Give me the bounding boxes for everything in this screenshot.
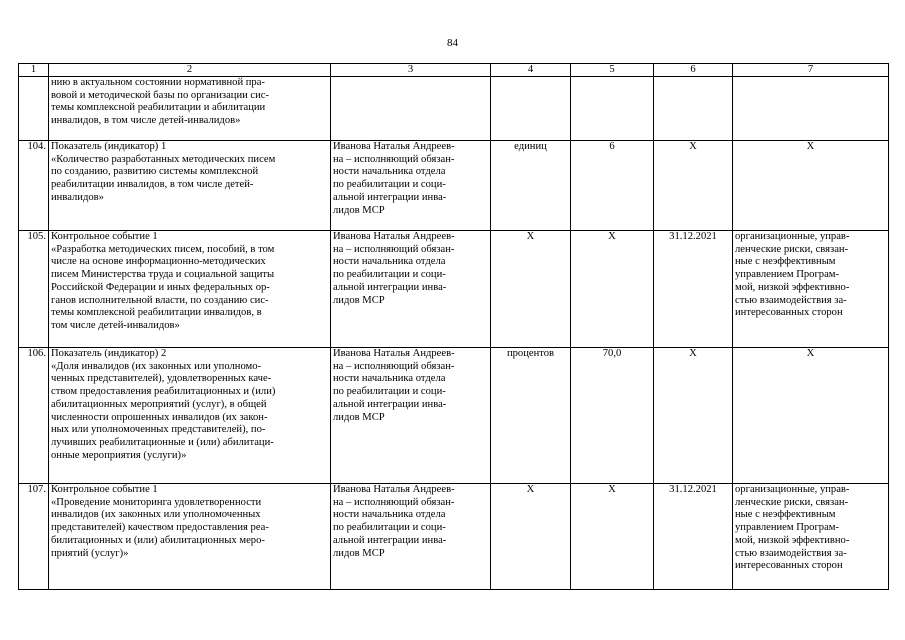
- row-responsible: Иванова Наталья Андреев- на – исполняющий обязан- ности начальника отдела по реабилитации и соци- альной интеграции инва- лидов МСР: [331, 348, 491, 484]
- column-header: 1: [19, 64, 49, 77]
- row-number: 105.: [19, 231, 49, 348]
- page-number: 84: [447, 37, 458, 49]
- row-number: [19, 77, 49, 141]
- table-row: [19, 484, 889, 590]
- row-responsible: Иванова Наталья Андреев- на – исполняющий обязан- ности начальника отдела по реабилитации и соци- альной интеграции инва- лидов МСР: [331, 141, 491, 231]
- row-risks: Х: [733, 348, 889, 484]
- table-row: [19, 348, 889, 484]
- column-header: 5: [571, 64, 654, 77]
- row-value: Х: [571, 231, 654, 348]
- row-risks: Х: [733, 141, 889, 231]
- column-header: 2: [49, 64, 331, 77]
- row-value: 6: [571, 141, 654, 231]
- row-date: 31.12.2021: [654, 484, 733, 590]
- row-description: нию в актуальном состоянии нормативной пра- вовой и методической базы по организации сис- темы комплексной реабилитации и абилитации инвалидов, в том числе детей-инвалидов»: [49, 77, 331, 141]
- row-value: [571, 77, 654, 141]
- row-responsible: Иванова Наталья Андреев- на – исполняющий обязан- ности начальника отдела по реабилитации и соци- альной интеграции инва- лидов МСР: [331, 231, 491, 348]
- row-responsible: Иванова Наталья Андреев- на – исполняющий обязан- ности начальника отдела по реабилитации и соци- альной интеграции инва- лидов МСР: [331, 484, 491, 590]
- row-value: 70,0: [571, 348, 654, 484]
- row-value: Х: [571, 484, 654, 590]
- measures-table: [18, 63, 889, 590]
- column-number-row: [19, 64, 889, 77]
- row-description: Контрольное событие 1 «Разработка методических писем, пособий, в том числе на основе информационно-методических писем Министерства труда и социальной защиты Российской Федерации и иных федеральных ор- ганов исполнительной власти, по созданию сис- темы комплексной реабилитации инвалидов, в том числе детей-инвалидов»: [49, 231, 331, 348]
- row-date: Х: [654, 348, 733, 484]
- row-description: Показатель (индикатор) 2 «Доля инвалидов (их законных или уполномо- ченных представителей), удовлетворенных каче- ством предоставления реабилитационных и (или) абилитационных мероприятий (услуг), в общей численности опрошенных инвалидов (их закон- ных или уполномоченных представителей), по- лучивших реабилитационные и (или) абилитаци- онные мероприятия (услуги)»: [49, 348, 331, 484]
- table-row: [19, 141, 889, 231]
- column-header: 4: [491, 64, 571, 77]
- row-number: 107.: [19, 484, 49, 590]
- row-responsible: [331, 77, 491, 141]
- column-header: 7: [733, 64, 889, 77]
- row-unit: Х: [491, 231, 571, 348]
- column-header: 3: [331, 64, 491, 77]
- row-date: 31.12.2021: [654, 231, 733, 348]
- row-date: [654, 77, 733, 141]
- row-number: 104.: [19, 141, 49, 231]
- row-unit: [491, 77, 571, 141]
- table-row: [19, 231, 889, 348]
- row-risks: [733, 77, 889, 141]
- table-row: [19, 77, 889, 141]
- row-date: Х: [654, 141, 733, 231]
- column-header: 6: [654, 64, 733, 77]
- row-unit: единиц: [491, 141, 571, 231]
- row-unit: процентов: [491, 348, 571, 484]
- row-risks: организационные, управ- ленческие риски, связан- ные с неэффективным управлением Програм- мой, низкой эффективно- стью взаимодействия за- интересованных сторон: [733, 484, 889, 590]
- row-description: Показатель (индикатор) 1 «Количество разработанных методических писем по созданию, развитию системы комплексной реабилитации инвалидов, в том числе детей- инвалидов»: [49, 141, 331, 231]
- row-unit: Х: [491, 484, 571, 590]
- row-number: 106.: [19, 348, 49, 484]
- row-risks: организационные, управ- ленческие риски, связан- ные с неэффективным управлением Програм- мой, низкой эффективно- стью взаимодействия за- интересованных сторон: [733, 231, 889, 348]
- row-description: Контрольное событие 1 «Проведение мониторинга удовлетворенности инвалидов (их законных или уполномоченных представителей) качеством предоставления реа- билитационных и (или) абилитационных меро- приятий (услуг)»: [49, 484, 331, 590]
